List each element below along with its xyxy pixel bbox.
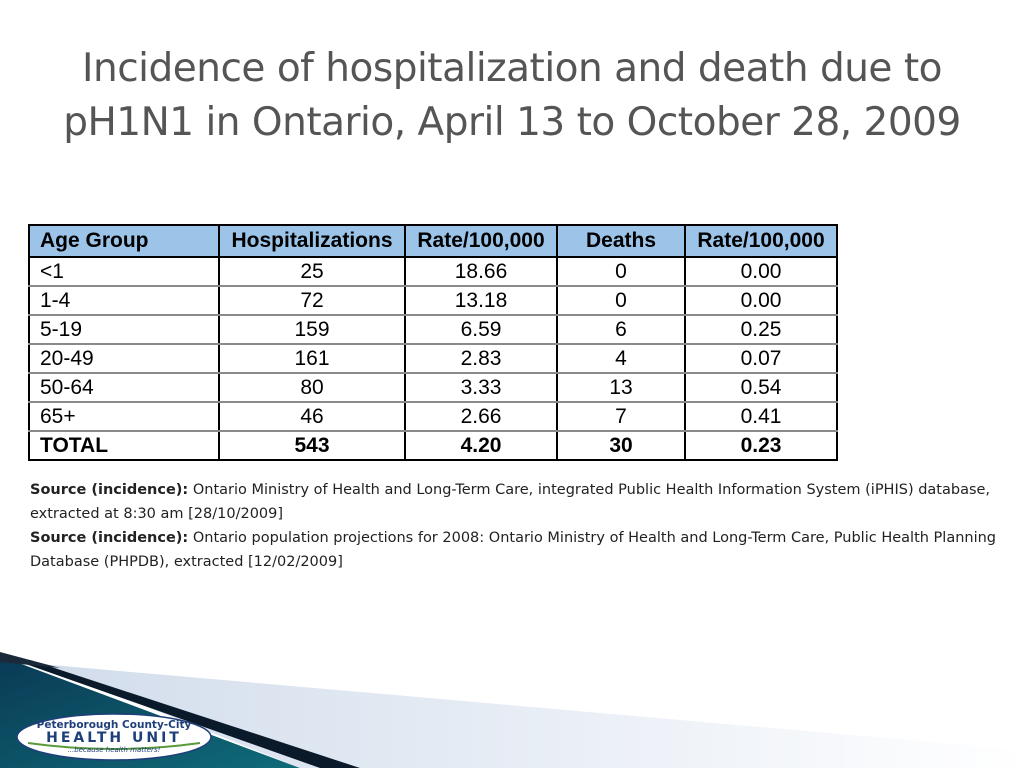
cell-hospitalizations: 25 [219, 257, 405, 286]
source-note [30, 526, 1010, 574]
cell-deaths: 6 [557, 315, 685, 344]
table-row [29, 402, 837, 431]
table-row [29, 315, 837, 344]
title-line-2: pH1N1 in Ontario, April 13 to October 28, 2009 [63, 100, 961, 145]
cell-age-group: <1 [29, 257, 219, 286]
source-notes [30, 478, 1010, 574]
cell-hospitalizations: 46 [219, 402, 405, 431]
cell-hospitalizations: 80 [219, 373, 405, 402]
cell-age-group: 5-19 [29, 315, 219, 344]
cell-age-group: 50-64 [29, 373, 219, 402]
cell-death-rate: 0.54 [685, 373, 837, 402]
cell-hosp-rate: 6.59 [405, 315, 557, 344]
cell-hosp-rate: 3.33 [405, 373, 557, 402]
table-row [29, 257, 837, 286]
total-hosp-rate: 4.20 [405, 431, 557, 460]
logo-line-1: Peterborough County-City [36, 719, 192, 731]
total-label: TOTAL [29, 431, 219, 460]
cell-hosp-rate: 2.66 [405, 402, 557, 431]
cell-hosp-rate: 18.66 [405, 257, 557, 286]
source-label: Source (incidence): [30, 482, 189, 498]
total-deaths: 30 [557, 431, 685, 460]
table-total-row [29, 431, 837, 460]
cell-hospitalizations: 159 [219, 315, 405, 344]
source-label: Source (incidence): [30, 530, 189, 546]
source-note [30, 478, 1010, 526]
table-header-row [29, 225, 837, 257]
cell-deaths: 7 [557, 402, 685, 431]
logo-tagline: ...because health matters! [67, 746, 161, 754]
header-age-group: Age Group [29, 225, 219, 257]
cell-hosp-rate: 2.83 [405, 344, 557, 373]
hospitalization-table [28, 224, 838, 461]
total-hospitalizations: 543 [219, 431, 405, 460]
header-hospitalizations: Hospitalizations [219, 225, 405, 257]
cell-deaths: 0 [557, 286, 685, 315]
cell-hosp-rate: 13.18 [405, 286, 557, 315]
table-row [29, 373, 837, 402]
cell-deaths: 4 [557, 344, 685, 373]
slide-title [0, 42, 1024, 150]
logo-line-2: HEALTH UNIT [46, 730, 182, 746]
health-unit-logo [16, 713, 212, 761]
cell-death-rate: 0.00 [685, 257, 837, 286]
cell-age-group: 20-49 [29, 344, 219, 373]
source-text: Ontario Ministry of Health and Long-Term Care, integrated Public Health Information System (iPHIS) database, extracted at 8:30 am [28/10/2009] [30, 482, 991, 522]
source-text: Ontario population projections for 2008: Ontario Ministry of Health and Long-Term Care, Public Health Planning Database (PHPDB), extracted [12/02/2009] [30, 530, 997, 570]
cell-age-group: 1-4 [29, 286, 219, 315]
table-row [29, 344, 837, 373]
header-hosp-rate: Rate/100,000 [405, 225, 557, 257]
cell-age-group: 65+ [29, 402, 219, 431]
cell-hospitalizations: 72 [219, 286, 405, 315]
cell-death-rate: 0.41 [685, 402, 837, 431]
cell-death-rate: 0.07 [685, 344, 837, 373]
table-row [29, 286, 837, 315]
total-death-rate: 0.23 [685, 431, 837, 460]
cell-hospitalizations: 161 [219, 344, 405, 373]
cell-death-rate: 0.00 [685, 286, 837, 315]
header-death-rate: Rate/100,000 [685, 225, 837, 257]
cell-death-rate: 0.25 [685, 315, 837, 344]
cell-deaths: 0 [557, 257, 685, 286]
cell-deaths: 13 [557, 373, 685, 402]
title-line-1: Incidence of hospitalization and death due to [82, 46, 942, 91]
header-deaths: Deaths [557, 225, 685, 257]
